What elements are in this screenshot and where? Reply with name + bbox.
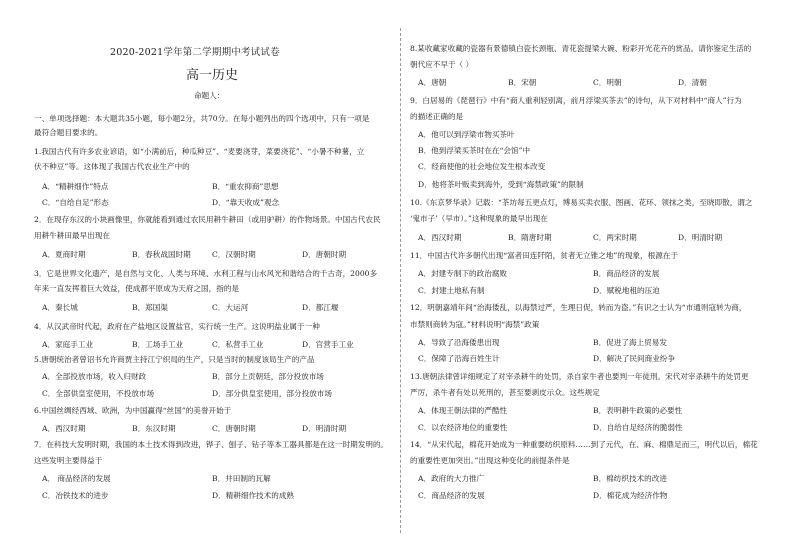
question-text: 用耕牛耕田最早出现在 [34,231,110,240]
answer-option: C．大运河 [212,303,249,312]
question-text: 3．它是世界文化遗产，是自然与文化、人类与环境、水利工程与山水风光和谐结合的千古奇，2000多 [34,269,378,278]
answer-option: A．导致了沿海倭患出现 [418,338,500,347]
answer-option: C．汉朝时期 [212,250,256,259]
answer-option: B．表明耕牛政策的必要性 [593,406,683,415]
answer-option: B．部分上贡朝廷，部分投放市场 [212,372,324,381]
answer-option: C．两宋时期 [593,233,637,242]
answer-option: C．明朝 [593,78,622,87]
answer-option: B．棉纺织技术的改进 [593,474,667,483]
answer-option: D．明清时期 [302,424,347,433]
answer-option: D．唐朝时期 [302,250,347,259]
answer-option: A．全部投放市场，收入归财政 [42,372,147,381]
section-instructions: 最符合题目要求的。 [34,128,103,137]
answer-option: A．夏商时期 [42,250,86,259]
answer-option: C．唐朝时期 [212,424,256,433]
answer-option: D．明清时期 [678,233,723,242]
answer-option: D．官营手工业 [302,340,354,349]
answer-option: B．促进了海上贸易发 [593,338,667,347]
question-text: 14．“从宋代起，棉花开始成为一种重要纺织原料……到了元代，在、麻、棉鼎足而三，明代以后，棉花 [410,440,758,449]
answer-option: C．保障了沿海百姓生计 [418,354,500,363]
answer-option: D．清朝 [678,78,707,87]
question-text: 1.我国古代有许多农业谚语，如“小满前后，种瓜种豆”、“麦要浇芽，菜要浇花”、“小暑不种薯，立 [34,147,365,156]
question-text: 6.中国丝绸经西域、欧洲，为中国赢得“丝国”的美誉开始于 [34,406,232,415]
answer-option: A．唐朝 [418,78,447,87]
right-column [410,0,780,549]
answer-option: C．封建土地私有制 [418,286,485,295]
answer-option: C．“自给自足”形态 [42,198,109,207]
answer-option: A．秦长城 [42,303,78,312]
answer-option: C．全部供皇室使用，不投放市场 [42,389,155,398]
answer-option: D．“靠天收成”观念 [212,198,280,207]
question-text: ‘鬼市子’（早市）。”这种现象的最早出现在 [410,214,548,223]
answer-option: D．都江堰 [302,303,339,312]
answer-option: C．私营手工业 [212,340,264,349]
answer-option: B．“重农抑商”思想 [212,182,279,191]
answer-option: B．春秋战国时期 [132,250,191,259]
answer-option: C．冶铁技术的进步 [42,491,109,500]
question-text: 13.唐朝法律曾详细规定了对宰杀耕牛的处罚，杀自家牛者也要判一年徒刑。宋代对宰杀耕牛的处罚更 [410,372,749,381]
setter-label: 命题人： [194,91,225,100]
answer-option: A．政府的大力推广 [418,474,485,483]
question-text: 朝代应不早于（ ） [410,60,474,69]
question-text: 严厉，杀牛者有处以死刑的，甚至要剥皮示众。这些规定 [410,388,600,397]
subject-title: 高一历史 [186,68,239,83]
answer-option: D．部分供皇室使用，部分投放市场 [212,389,332,398]
answer-option: B．隋唐时期 [508,233,552,242]
answer-option: D．棉花成为经济作物 [593,491,668,500]
answer-option: C．经商使他的社会地位发生根本改变 [418,162,546,171]
exam-title: 2020-2021学年第二学期期中考试试卷 [110,47,280,58]
answer-option: A．体现王朝法律的严酷性 [418,406,508,415]
question-text: 11．中国古代许多朝代出现“富者田连阡陌，贫者无立锥之地”的现象，根源在于 [410,251,679,260]
column-divider [400,28,401,533]
question-text: 10.《东京梦华录》记载：“茶坊每五更点灯，博易买卖衣服、图画、花环、领抹之类，至晓即散，谓之 [410,198,753,207]
section-instructions: 一、单项选择题：本大题共35小题，每小题2分，共70分。在每小题列出的四个选项中，只有一项是 [34,114,370,123]
question-text: 9．白居易的《琵琶行》中有“商人重利轻别离，前月浮梁买茶去”的诗句，从下对材料中“商人”行为 [410,96,742,105]
question-text: 12．明朝嘉靖年间“治海倭乱，以海禁过严，生理日促，转而为盗。”有识之士认为“市通则寇转为商， [410,303,747,312]
question-text: 伏不种豆”等。这体现了我国古代农业生产中的 [34,162,190,171]
answer-option: D．精耕细作技术的成熟 [212,491,295,500]
answer-option: A． 商品经济的发展 [42,474,111,483]
answer-option: A．家庭手工业 [42,340,94,349]
answer-option: A．西汉时期 [42,424,86,433]
answer-option: C．商品经济的发展 [418,491,485,500]
answer-option: A．西汉时期 [418,233,462,242]
answer-option: D．自给自足经济的脆弱性 [593,423,683,432]
question-text: 年来一直发挥着巨大效益，使成都平原成为天府之国，指的是 [34,284,240,293]
answer-option: B．工场手工业 [132,340,184,349]
question-text: 5.唐朝统治者曾诏书允许商贾主持江宁织局的生产，只是当时的制度该局生产的产品 [34,355,315,364]
question-text: 的重要性更加突出。”出现这种变化的前提条件是 [410,456,570,465]
answer-option: A．他可以到浮梁市物买茶叶 [418,130,515,139]
question-text: 4．从汉武帝时代起，政府在产盐地区设置盐官，实行统一生产。这说明盐业属于一种 [34,322,320,331]
question-text: 这些发明主要得益于 [34,456,103,465]
answer-option: A．封建专制下的政治腐败 [418,269,508,278]
answer-option: B．宋朝 [508,78,537,87]
answer-option: C．以农经济地位的重要性 [418,423,508,432]
left-column [34,0,394,549]
question-text: 的描述正确的是 [410,112,464,121]
answer-option: A．“精耕细作”特点 [42,182,109,191]
question-text: 市禁则商转为寇。”材料说明“海禁”政策 [410,320,540,329]
answer-option: B．井田制的瓦解 [212,474,271,483]
answer-option: B．他到浮梁买茶时在在“会馆”中 [418,146,531,155]
answer-option: D．他将茶叶贩卖到海外，受到“海禁政策”的限制 [418,180,584,189]
answer-option: B．商品经济的发展 [593,269,660,278]
answer-option: B．东汉时期 [132,424,176,433]
answer-option: D．解决了民间商业纷争 [593,354,676,363]
answer-option: D．赋税地租的压迫 [593,286,660,295]
question-text: 8.某收藏家收藏的瓷器有景德镇白瓷长颈瓶、青花瓷提梁大碗、粉彩开光花卉的赏品。请你鉴定生活的 [410,44,752,53]
question-text: 7．在科技大发明时期，我国的本土技术得到改进，铧子、刨子、钻子等本工器具都是在这一时期发明的。 [34,440,389,449]
answer-option: B．郑国渠 [132,303,168,312]
question-text: 2．在现存东汉的小块画像里，你就能看到通过农民用耕牛耕田（或用驴耕）的作物场景。中国古代农民 [34,215,381,224]
